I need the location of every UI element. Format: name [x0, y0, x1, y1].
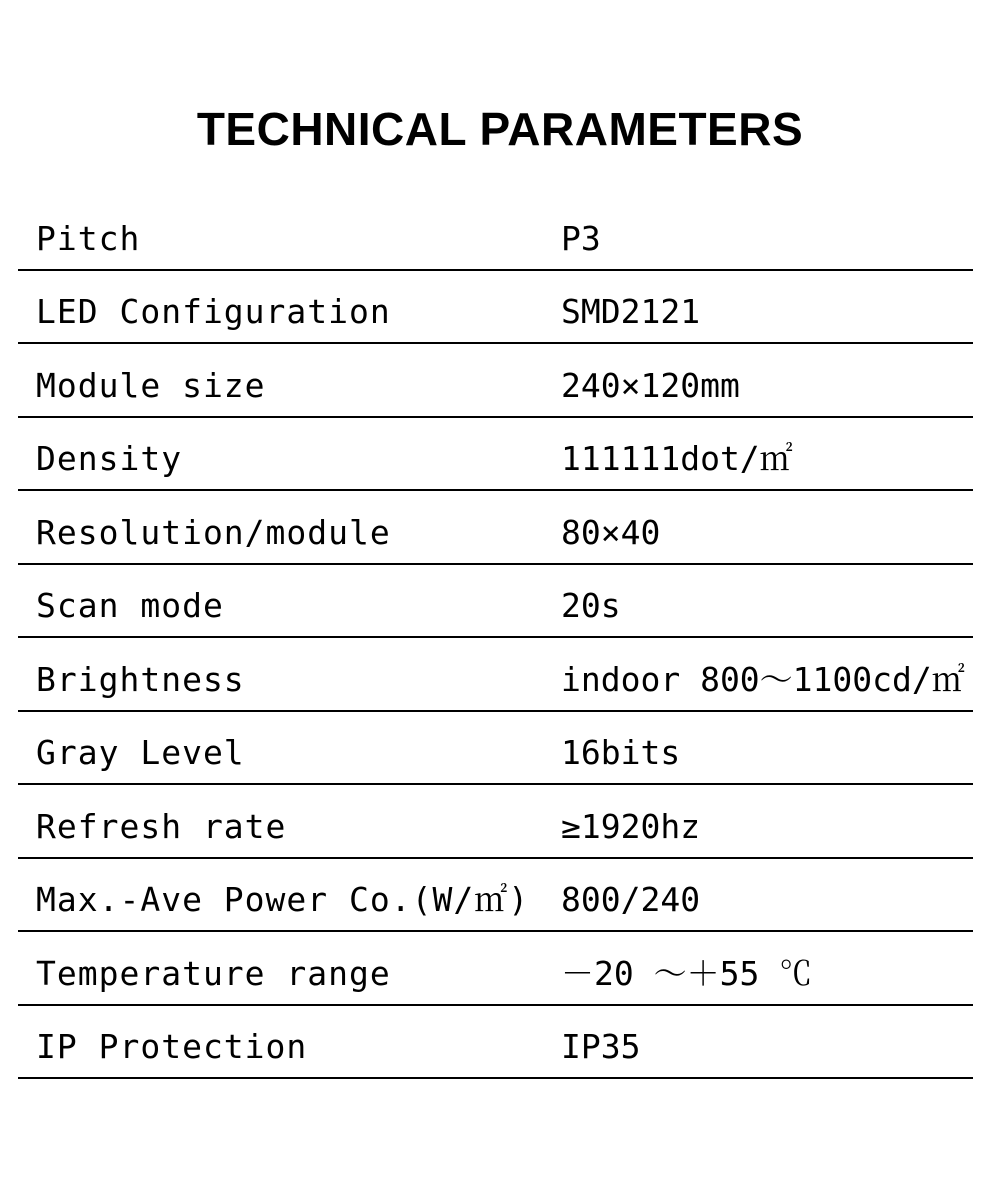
param-value: SMD2121 [561, 292, 701, 331]
table-row [18, 785, 973, 859]
param-value: ≥1920hz [561, 806, 701, 846]
param-label: Density [36, 439, 183, 478]
param-label: Max.-Ave Power Co.(W/㎡) [36, 880, 530, 919]
table-row [18, 344, 973, 418]
param-value: 16bits [561, 733, 681, 772]
table-row [18, 565, 973, 639]
param-value: 240×120mm [561, 365, 740, 405]
table-row [18, 418, 973, 492]
param-label: IP Protection [36, 1027, 308, 1066]
param-label: Gray Level [36, 733, 245, 772]
table-row [18, 197, 973, 271]
param-label: Refresh rate [36, 806, 287, 846]
table-row [18, 638, 973, 712]
param-label: Pitch [36, 218, 141, 258]
param-value: P3 [561, 218, 601, 258]
param-label: Brightness [36, 659, 245, 699]
param-value: indoor 800～1100cd/㎡ [561, 659, 965, 699]
param-label: LED Configuration [36, 292, 391, 331]
param-label: Resolution/module [36, 512, 391, 552]
param-label: Module size [36, 365, 266, 405]
param-label: Temperature range [36, 953, 391, 993]
param-value: 800/240 [561, 880, 701, 919]
table-row [18, 932, 973, 1006]
table-row [18, 859, 973, 933]
param-value: 111111dot/㎡ [561, 439, 793, 478]
param-value: 80×40 [561, 512, 661, 552]
param-value: －20 ～＋55 ℃ [561, 953, 813, 993]
table-row [18, 271, 973, 345]
param-value: 20s [561, 586, 621, 625]
table-row [18, 1006, 973, 1080]
parameters-table [18, 197, 973, 1079]
table-row [18, 491, 973, 565]
param-value: IP35 [561, 1027, 641, 1066]
param-label: Scan mode [36, 586, 224, 625]
table-row [18, 712, 973, 786]
page-title: TECHNICAL PARAMETERS [196, 102, 804, 155]
